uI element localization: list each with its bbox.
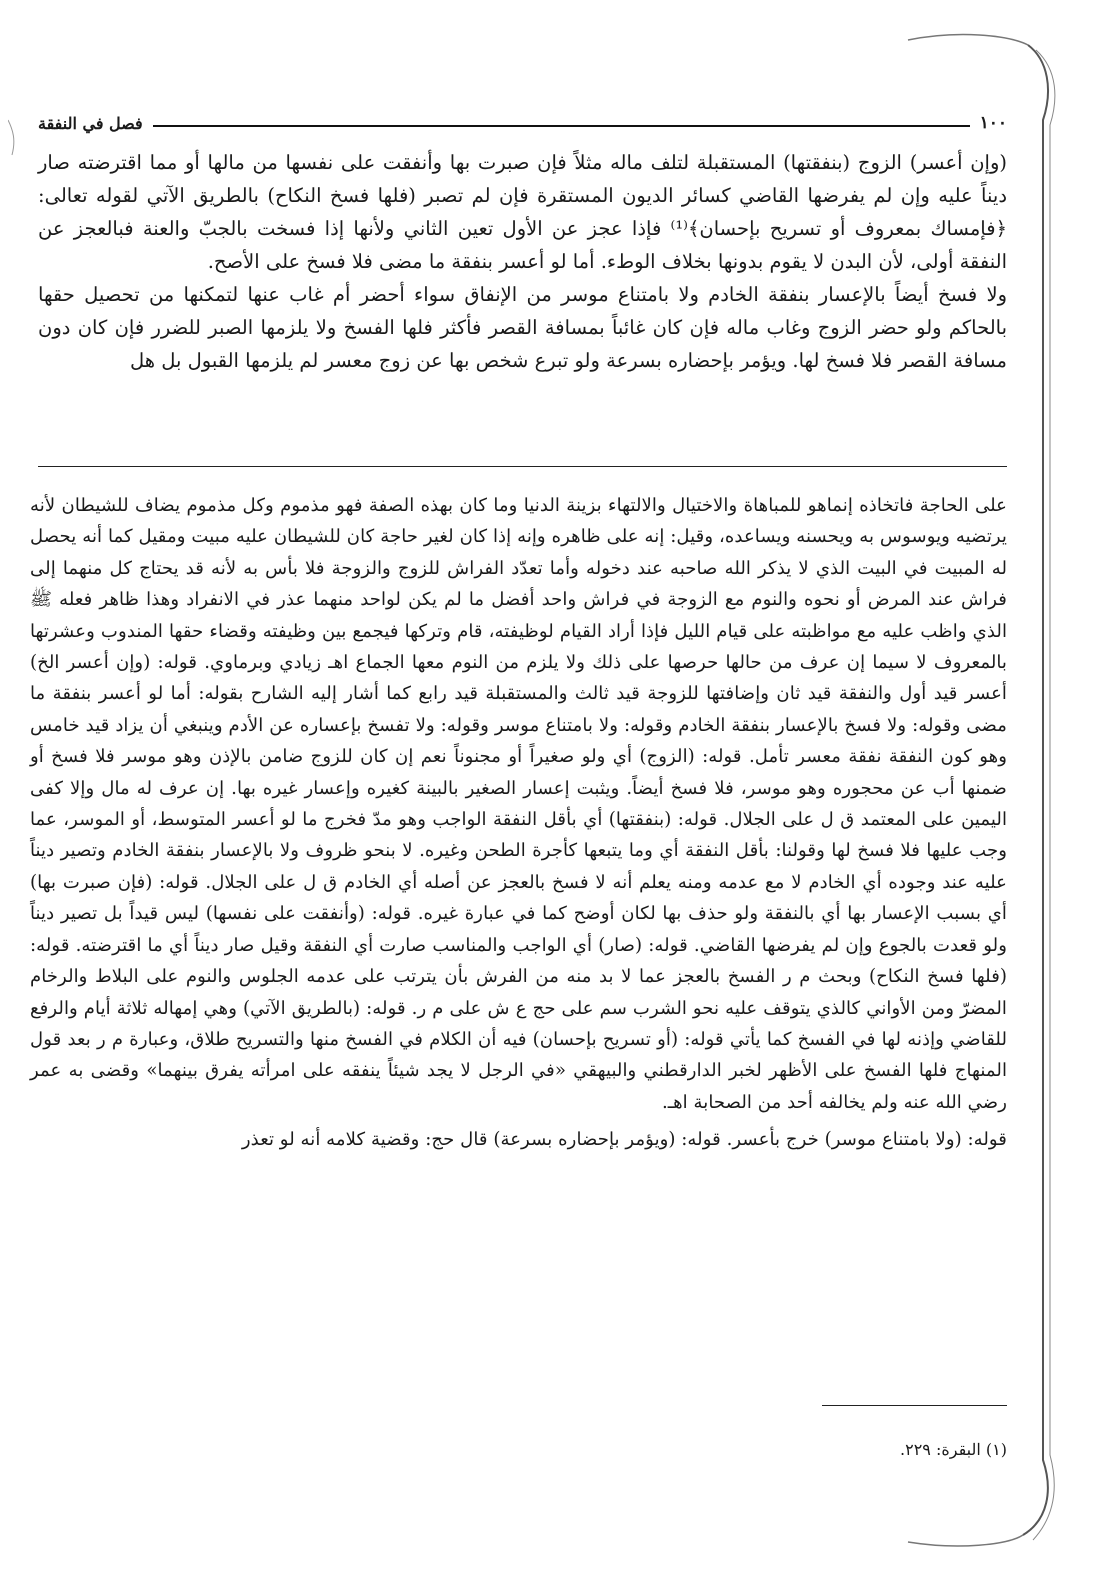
header-rule	[153, 125, 970, 127]
page-number: ١٠٠	[979, 113, 1007, 133]
commentary-paragraph: قوله: (ولا بامتناع موسر) خرج بأعسر. قوله: (ويؤمر بإحضاره بسرعة) قال حج: وقضية كلامه أنه لو تعذر	[241, 1129, 1007, 1151]
commentary-text	[30, 490, 1007, 1156]
commentary-paragraph: على الحاجة فاتخاذه إنماهو للمباهاة والاختيال والالتهاء بزينة الدنيا وما كان بهذه الصفة فهو مذموم وكل مذموم يضاف للشيطان لأنه يرتضيه ويوسوس به ويحسنه ويساعده، وقيل: إنه على ظاهره وإنه إذا كان لغير حاجة كان للشيطان عليه مبيت ومقيل كما أنه يحصل له المبيت في البيت الذي لا يذكر الله صاحبه عند دخوله وأما تعدّد الفراش للزوج والزوجة فلا بأس به لأنه قد يحتاج كل منهما إلى فراش عند المرض أو نحوه والنوم مع الزوجة في فراش واحد أفضل ما لم يكن لواحد منهما عذر في الانفراد وهذا ظاهر فعله ﷺ الذي واظب عليه مع مواظبته على قيام الليل فإذا أراد القيام لوظيفته، قام وتركها فيجمع بين وظيفته وقضاء حقها المندوب وعشرتها بالمعروف لا سيما إن عرف من حالها حرصها على ذلك ولا يلزم من النوم معها الجماع اهـ زيادي وبرماوي. قوله: (وإن أعسر الخ) أعسر قيد أول والنفقة قيد ثان وإضافتها للزوجة قيد ثالث والمستقبلة قيد رابع كما أشار إليه الشارح بقوله: أما لو أعسر بنفقة ما مضى وقوله: ولا فسخ بالإعسار بنفقة الخادم وقوله: ولا بامتناع موسر وقوله: ولا تفسخ بإعساره عن الأدم وينبغي أن يزاد قيد خامس وهو كون النفقة نفقة معسر تأمل. قوله: (الزوج) أي ولو صغيراً أو مجنوناً نعم إن كان للزوج ضامن بالإذن وهو موسر فلا فسخ أو ضمنها أب عن محجوره وهو موسر، فلا فسخ أيضاً. ويثبت إعسار الصغير بالبينة كغيره وإعسار غيره بها. إن عرف له مال وإلا كفى اليمين على المعتمد ق ل على الجلال. قوله: (بنفقتها) أي بأقل النفقة الواجب وهو مدّ فخرج ما لو أعسر المتوسط، أو الموسر، عما وجب عليها فلا فسخ لها وقولنا: بأقل النفقة أي وما يتبعها كأجرة الطحن وغيره. لا بنحو ظروف ولا بالإعسار بنفقة الخادم وتصير ديناً عليه عند وجوده أي الخادم لا مع عدمه ومنه يعلم أنه لا فسخ بالعجز عن أصله أي الخادم ق ل على الجلال. قوله: (فإن صبرت بها) أي بسبب الإعسار بها أي بالنفقة ولو حذف بها لكان أوضح كما في عبارة غيره. قوله: (وأنفقت على نفسها) ليس قيداً بل تصير ديناً ولو قعدت بالجوع وإن لم يفرضها القاضي. قوله: (صار) أي الواجب والمناسب صارت أي النفقة وقيل صار ديناً أي ما اقترضته. قوله: (فلها فسخ النكاح) وبحث م ر الفسخ بالعجز عما لا بد منه من الفرش بأن يترتب على عدمه الجلوس والنوم على البلاط والرخام المضرّ ومن الأواني كالذي يتوقف عليه نحو الشرب سم على حج ع ش على م ر. قوله: (بالطريق الآتي) وهي إمهاله ثلاثة أيام والرفع للقاضي وإذنه لها في الفسخ كما يأتي قوله: (أو تسريح بإحسان) فيه أن الكلام في الفسخ منها والتسريح طلاق، وعبارة م ر بعد قول المنهاج فلها الفسخ على الأظهر لخبر الدارقطني والبيهقي «في الرجل لا يجد شيئاً ينفقه على امرأته يفرق بينهما» وقضى به عمر رضي الله عنه ولم يخالفه أحد من الصحابة اهـ.	[30, 495, 1007, 1113]
page-header	[38, 108, 1007, 138]
main-text	[38, 146, 1007, 377]
main-paragraph: (وإن أعسر) الزوج (بنفقتها) المستقبلة لتلف ماله مثلاً فإن صبرت بها وأنفقت على نفسها من مالها أو مما اقترضته صار ديناً عليه وإن لم يفرضها القاضي كسائر الديون المستقرة فإن لم تصبر (فلها فسخ النكاح) بالطريق الآتي لقوله تعالى: ﴿فإمساك بمعروف أو تسريح بإحسان﴾⁽¹⁾ فإذا عجز عن الأول تعين الثاني ولأنها إذا فسخت بالجبّ والعنة فبالعجز عن النفقة أولى، لأن البدن لا يقوم بدونها بخلاف الوطء. أما لو أعسر بنفقة ما مضى فلا فسخ على الأصح.	[38, 151, 1007, 273]
separator-rule	[38, 466, 1007, 467]
running-title: فصل في النفقة	[38, 113, 143, 133]
footnote: (١) البقرة: ٢٢٩.	[900, 1440, 1007, 1459]
main-paragraph: ولا فسخ أيضاً بالإعسار بنفقة الخادم ولا بامتناع موسر من الإنفاق سواء أحضر أم غاب عنها لتمكنها من تحصيل حقها بالحاكم ولو حضر الزوج وغاب ماله فإن كان غائباً بمسافة القصر فأكثر فلها الفسخ ولا يلزمها الصبر للضرر فإن كان دون مسافة القصر فلا فسخ لها. ويؤمر بإحضاره بسرعة ولو تبرع شخص بها عن زوج معسر لم يلزمها القبول بل هل	[38, 283, 1007, 372]
footnote-rule	[822, 1405, 1007, 1406]
